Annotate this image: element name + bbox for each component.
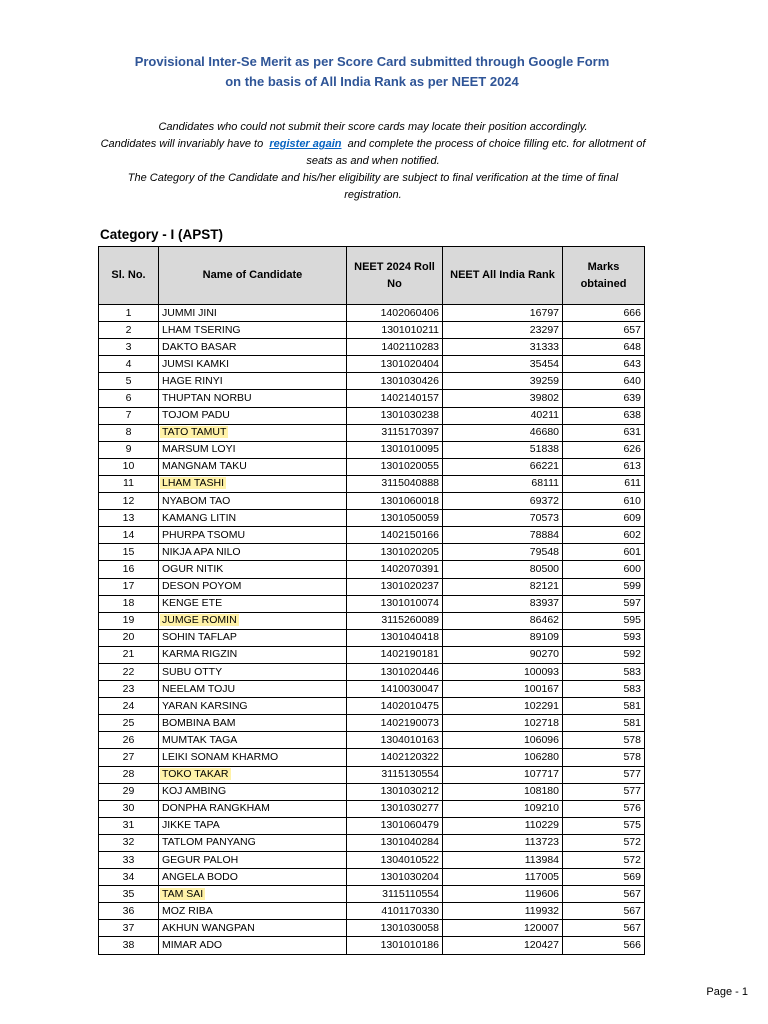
- cell-roll-no: 3115130554: [347, 766, 443, 783]
- cell-candidate-name: ANGELA BODO: [159, 869, 347, 886]
- cell-sl-no: 32: [99, 834, 159, 851]
- cell-roll-no: 1304010163: [347, 732, 443, 749]
- cell-rank: 39802: [443, 390, 563, 407]
- cell-roll-no: 1301040418: [347, 629, 443, 646]
- header-candidate-name: Name of Candidate: [159, 247, 347, 305]
- cell-sl-no: 5: [99, 373, 159, 390]
- cell-candidate-name: SOHIN TAFLAP: [159, 629, 347, 646]
- cell-marks: 593: [563, 629, 645, 646]
- cell-roll-no: 1301020055: [347, 458, 443, 475]
- cell-sl-no: 37: [99, 920, 159, 937]
- cell-roll-no: 1301030212: [347, 783, 443, 800]
- cell-rank: 80500: [443, 561, 563, 578]
- cell-sl-no: 28: [99, 766, 159, 783]
- cell-roll-no: 1304010522: [347, 852, 443, 869]
- cell-candidate-name: LHAM TSERING: [159, 322, 347, 339]
- cell-sl-no: 1: [99, 305, 159, 322]
- table-row: [99, 373, 645, 390]
- cell-marks: 626: [563, 441, 645, 458]
- cell-candidate-name: LEIKI SONAM KHARMO: [159, 749, 347, 766]
- header-marks: Marks obtained: [563, 247, 645, 305]
- cell-rank: 31333: [443, 339, 563, 356]
- cell-roll-no: 1301030238: [347, 407, 443, 424]
- cell-sl-no: 38: [99, 937, 159, 954]
- cell-roll-no: 3115040888: [347, 475, 443, 492]
- cell-sl-no: 36: [99, 903, 159, 920]
- cell-rank: 109210: [443, 800, 563, 817]
- notice-line-3: The Category of the Candidate and his/her eligibility are subject to final verification at the time of final registration.: [127, 172, 619, 201]
- table-row: [99, 852, 645, 869]
- cell-sl-no: 7: [99, 407, 159, 424]
- cell-marks: 600: [563, 561, 645, 578]
- table-row: [99, 561, 645, 578]
- merit-table: [98, 246, 645, 955]
- cell-marks: 643: [563, 356, 645, 373]
- page-number: Page - 1: [706, 986, 748, 998]
- cell-candidate-name: KARMA RIGZIN: [159, 646, 347, 663]
- cell-candidate-name: [159, 612, 347, 629]
- cell-sl-no: 10: [99, 458, 159, 475]
- cell-marks: 610: [563, 493, 645, 510]
- cell-marks: 601: [563, 544, 645, 561]
- cell-sl-no: 6: [99, 390, 159, 407]
- cell-candidate-name: OGUR NITIK: [159, 561, 347, 578]
- cell-rank: 119606: [443, 886, 563, 903]
- table-row: [99, 305, 645, 322]
- cell-marks: 648: [563, 339, 645, 356]
- table-row: [99, 612, 645, 629]
- cell-marks: 602: [563, 527, 645, 544]
- cell-roll-no: 1402070391: [347, 561, 443, 578]
- table-row: [99, 510, 645, 527]
- cell-marks: 657: [563, 322, 645, 339]
- cell-candidate-name: GEGUR PALOH: [159, 852, 347, 869]
- cell-marks: 613: [563, 458, 645, 475]
- cell-sl-no: 17: [99, 578, 159, 595]
- cell-marks: 592: [563, 646, 645, 663]
- cell-sl-no: 30: [99, 800, 159, 817]
- cell-candidate-name: [159, 766, 347, 783]
- cell-sl-no: 26: [99, 732, 159, 749]
- cell-roll-no: 1301010074: [347, 595, 443, 612]
- cell-rank: 83937: [443, 595, 563, 612]
- cell-candidate-name: YARAN KARSING: [159, 698, 347, 715]
- cell-candidate-name: MANGNAM TAKU: [159, 458, 347, 475]
- table-row: [99, 527, 645, 544]
- cell-roll-no: 1301010095: [347, 441, 443, 458]
- cell-roll-no: 1402190181: [347, 646, 443, 663]
- cell-rank: 102291: [443, 698, 563, 715]
- cell-candidate-name: THUPTAN NORBU: [159, 390, 347, 407]
- table-row: [99, 339, 645, 356]
- cell-candidate-name: MUMTAK TAGA: [159, 732, 347, 749]
- cell-marks: 577: [563, 766, 645, 783]
- cell-rank: 82121: [443, 578, 563, 595]
- cell-candidate-name: DESON POYOM: [159, 578, 347, 595]
- cell-marks: 567: [563, 903, 645, 920]
- cell-rank: 40211: [443, 407, 563, 424]
- cell-rank: 117005: [443, 869, 563, 886]
- table-row: [99, 834, 645, 851]
- cell-candidate-name: DAKTO BASAR: [159, 339, 347, 356]
- cell-rank: 110229: [443, 817, 563, 834]
- cell-marks: 583: [563, 663, 645, 680]
- cell-rank: 68111: [443, 475, 563, 492]
- cell-rank: 119932: [443, 903, 563, 920]
- table-row: [99, 869, 645, 886]
- table-row: [99, 629, 645, 646]
- table-row: [99, 937, 645, 954]
- cell-rank: 69372: [443, 493, 563, 510]
- cell-candidate-name: DONPHA RANGKHAM: [159, 800, 347, 817]
- table-row: [99, 578, 645, 595]
- cell-sl-no: 35: [99, 886, 159, 903]
- cell-candidate-name: NEELAM TOJU: [159, 681, 347, 698]
- cell-marks: 611: [563, 475, 645, 492]
- cell-marks: 609: [563, 510, 645, 527]
- cell-candidate-name: BOMBINA BAM: [159, 715, 347, 732]
- cell-roll-no: 1402010475: [347, 698, 443, 715]
- cell-rank: 107717: [443, 766, 563, 783]
- cell-roll-no: 1301060018: [347, 493, 443, 510]
- cell-candidate-name: [159, 886, 347, 903]
- table-row: [99, 663, 645, 680]
- cell-rank: 106096: [443, 732, 563, 749]
- register-again-link[interactable]: register again: [269, 138, 342, 150]
- cell-sl-no: 12: [99, 493, 159, 510]
- cell-marks: 638: [563, 407, 645, 424]
- cell-roll-no: 1301020237: [347, 578, 443, 595]
- cell-roll-no: 3115170397: [347, 424, 443, 441]
- notice-line-2-before: Candidates will invariably have to: [100, 138, 264, 150]
- cell-rank: 78884: [443, 527, 563, 544]
- cell-rank: 102718: [443, 715, 563, 732]
- document-title: [0, 52, 744, 92]
- cell-candidate-name: TATLOM PANYANG: [159, 834, 347, 851]
- cell-roll-no: 1301010211: [347, 322, 443, 339]
- cell-sl-no: 14: [99, 527, 159, 544]
- cell-roll-no: 1402190073: [347, 715, 443, 732]
- cell-candidate-name: HAGE RINYI: [159, 373, 347, 390]
- cell-rank: 113984: [443, 852, 563, 869]
- cell-candidate-name: KOJ AMBING: [159, 783, 347, 800]
- cell-rank: 46680: [443, 424, 563, 441]
- cell-candidate-name: AKHUN WANGPAN: [159, 920, 347, 937]
- cell-rank: 120007: [443, 920, 563, 937]
- notice-paragraph: [100, 119, 646, 204]
- cell-rank: 35454: [443, 356, 563, 373]
- table-row: [99, 493, 645, 510]
- cell-sl-no: 11: [99, 475, 159, 492]
- highlighted-name: LHAM TASHI: [162, 477, 225, 490]
- cell-rank: 113723: [443, 834, 563, 851]
- cell-roll-no: 1301010186: [347, 937, 443, 954]
- cell-roll-no: 1402140157: [347, 390, 443, 407]
- cell-marks: 640: [563, 373, 645, 390]
- cell-candidate-name: NIKJA APA NILO: [159, 544, 347, 561]
- title-line-1: Provisional Inter-Se Merit as per Score Card submitted through Google Form: [134, 54, 610, 69]
- cell-candidate-name: PHURPA TSOMU: [159, 527, 347, 544]
- cell-rank: 66221: [443, 458, 563, 475]
- highlighted-name: TOKO TAKAR: [162, 768, 229, 781]
- cell-rank: 90270: [443, 646, 563, 663]
- cell-roll-no: 1402110283: [347, 339, 443, 356]
- cell-rank: 51838: [443, 441, 563, 458]
- cell-roll-no: 1301040284: [347, 834, 443, 851]
- table-row: [99, 732, 645, 749]
- cell-roll-no: 1301030277: [347, 800, 443, 817]
- cell-roll-no: 3115260089: [347, 612, 443, 629]
- cell-rank: 70573: [443, 510, 563, 527]
- table-row: [99, 441, 645, 458]
- cell-sl-no: 16: [99, 561, 159, 578]
- cell-candidate-name: KAMANG LITIN: [159, 510, 347, 527]
- cell-rank: 39259: [443, 373, 563, 390]
- cell-marks: 583: [563, 681, 645, 698]
- cell-marks: 595: [563, 612, 645, 629]
- cell-sl-no: 19: [99, 612, 159, 629]
- cell-marks: 581: [563, 715, 645, 732]
- cell-sl-no: 22: [99, 663, 159, 680]
- cell-sl-no: 31: [99, 817, 159, 834]
- cell-candidate-name: NYABOM TAO: [159, 493, 347, 510]
- cell-roll-no: 1301030426: [347, 373, 443, 390]
- cell-rank: 89109: [443, 629, 563, 646]
- cell-sl-no: 29: [99, 783, 159, 800]
- cell-roll-no: 1301020404: [347, 356, 443, 373]
- cell-candidate-name: TOJOM PADU: [159, 407, 347, 424]
- cell-marks: 599: [563, 578, 645, 595]
- header-roll-no: NEET 2024 Roll No: [347, 247, 443, 305]
- cell-roll-no: 3115110554: [347, 886, 443, 903]
- cell-sl-no: 33: [99, 852, 159, 869]
- cell-rank: 16797: [443, 305, 563, 322]
- cell-marks: 569: [563, 869, 645, 886]
- cell-roll-no: 1402150166: [347, 527, 443, 544]
- cell-marks: 578: [563, 749, 645, 766]
- table-row: [99, 903, 645, 920]
- cell-marks: 575: [563, 817, 645, 834]
- notice-line-1: Candidates who could not submit their score cards may locate their position accordingly.: [158, 121, 588, 133]
- table-row: [99, 322, 645, 339]
- cell-rank: 86462: [443, 612, 563, 629]
- header-all-india-rank: NEET All India Rank: [443, 247, 563, 305]
- table-row: [99, 766, 645, 783]
- cell-sl-no: 13: [99, 510, 159, 527]
- highlighted-name: TAM SAI: [162, 887, 204, 900]
- cell-roll-no: 4101170330: [347, 903, 443, 920]
- table-row: [99, 783, 645, 800]
- cell-rank: 23297: [443, 322, 563, 339]
- cell-sl-no: 4: [99, 356, 159, 373]
- table-row: [99, 544, 645, 561]
- cell-roll-no: 1301050059: [347, 510, 443, 527]
- cell-marks: 567: [563, 920, 645, 937]
- table-row: [99, 698, 645, 715]
- table-row: [99, 424, 645, 441]
- cell-roll-no: 1301030204: [347, 869, 443, 886]
- cell-roll-no: 1301020205: [347, 544, 443, 561]
- table-header-row: [99, 247, 645, 305]
- cell-sl-no: 27: [99, 749, 159, 766]
- cell-sl-no: 8: [99, 424, 159, 441]
- table-row: [99, 920, 645, 937]
- cell-candidate-name: JUMMI JINI: [159, 305, 347, 322]
- cell-marks: 581: [563, 698, 645, 715]
- cell-sl-no: 24: [99, 698, 159, 715]
- table-row: [99, 475, 645, 492]
- cell-sl-no: 20: [99, 629, 159, 646]
- cell-marks: 572: [563, 834, 645, 851]
- table-row: [99, 800, 645, 817]
- cell-roll-no: 1402060406: [347, 305, 443, 322]
- cell-roll-no: 1402120322: [347, 749, 443, 766]
- cell-marks: 631: [563, 424, 645, 441]
- cell-sl-no: 34: [99, 869, 159, 886]
- cell-candidate-name: [159, 424, 347, 441]
- table-row: [99, 817, 645, 834]
- cell-sl-no: 23: [99, 681, 159, 698]
- cell-candidate-name: KENGE ETE: [159, 595, 347, 612]
- cell-rank: 106280: [443, 749, 563, 766]
- table-row: [99, 407, 645, 424]
- cell-marks: 577: [563, 783, 645, 800]
- cell-candidate-name: JIKKE TAPA: [159, 817, 347, 834]
- cell-sl-no: 21: [99, 646, 159, 663]
- highlighted-name: JUMGE ROMIN: [162, 614, 237, 627]
- cell-marks: 566: [563, 937, 645, 954]
- cell-marks: 578: [563, 732, 645, 749]
- table-row: [99, 749, 645, 766]
- cell-roll-no: 1301020446: [347, 663, 443, 680]
- cell-roll-no: 1410030047: [347, 681, 443, 698]
- notice-line-2-after: and complete the process of choice filling etc. for allotment of seats as and when notified.: [306, 138, 646, 167]
- cell-rank: 79548: [443, 544, 563, 561]
- cell-sl-no: 2: [99, 322, 159, 339]
- cell-marks: 666: [563, 305, 645, 322]
- cell-candidate-name: JUMSI KAMKI: [159, 356, 347, 373]
- cell-rank: 108180: [443, 783, 563, 800]
- cell-candidate-name: MOZ RIBA: [159, 903, 347, 920]
- cell-sl-no: 18: [99, 595, 159, 612]
- table-row: [99, 886, 645, 903]
- cell-rank: 100093: [443, 663, 563, 680]
- cell-sl-no: 15: [99, 544, 159, 561]
- table-row: [99, 390, 645, 407]
- cell-marks: 572: [563, 852, 645, 869]
- table-body: [99, 305, 645, 955]
- cell-candidate-name: [159, 475, 347, 492]
- cell-marks: 597: [563, 595, 645, 612]
- cell-sl-no: 9: [99, 441, 159, 458]
- table-row: [99, 458, 645, 475]
- cell-marks: 567: [563, 886, 645, 903]
- cell-candidate-name: SUBU OTTY: [159, 663, 347, 680]
- cell-marks: 639: [563, 390, 645, 407]
- cell-rank: 100167: [443, 681, 563, 698]
- table-row: [99, 356, 645, 373]
- header-sl-no: Sl. No.: [99, 247, 159, 305]
- cell-roll-no: 1301030058: [347, 920, 443, 937]
- cell-candidate-name: MIMAR ADO: [159, 937, 347, 954]
- cell-sl-no: 3: [99, 339, 159, 356]
- table-row: [99, 646, 645, 663]
- table-row: [99, 681, 645, 698]
- title-line-2: on the basis of All India Rank as per NEET 2024: [225, 74, 519, 89]
- cell-sl-no: 25: [99, 715, 159, 732]
- category-heading: Category - I (APST): [100, 227, 224, 242]
- cell-candidate-name: MARSUM LOYI: [159, 441, 347, 458]
- highlighted-name: TATO TAMUT: [162, 426, 227, 439]
- cell-rank: 120427: [443, 937, 563, 954]
- table-row: [99, 595, 645, 612]
- table-row: [99, 715, 645, 732]
- cell-marks: 576: [563, 800, 645, 817]
- cell-roll-no: 1301060479: [347, 817, 443, 834]
